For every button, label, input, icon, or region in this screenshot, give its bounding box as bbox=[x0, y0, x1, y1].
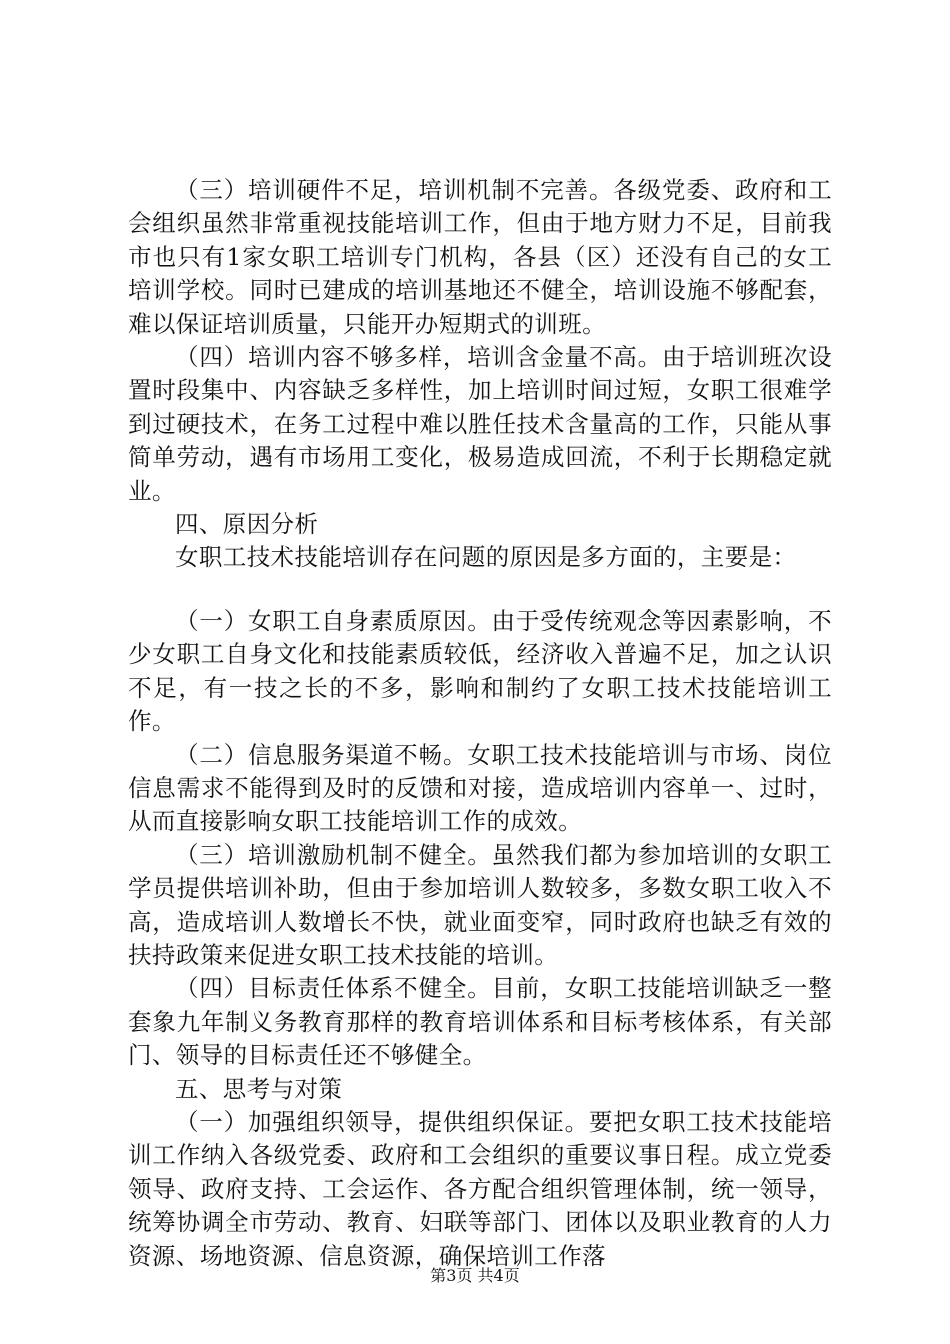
paragraph-cause-2: （二）信息服务渠道不畅。女职工技术技能培训与市场、岗位信息需求不能得到及时的反馈和对接，造成培训内容单一、过时，从而直接影响女职工技能培训工作的成效。 bbox=[128, 740, 832, 836]
document-body bbox=[128, 174, 832, 1273]
paragraph-cause-3: （三）培训激励机制不健全。虽然我们都为参加培训的女职工学员提供培训补助，但由于参加培训人数较多，多数女职工收入不高，造成培训人数增长不快，就业面变窄，同时政府也缺乏有效的扶持政策来促进女职工技术技能的培训。 bbox=[128, 840, 832, 969]
page-number-label: 第3页 共4页 bbox=[430, 1266, 520, 1285]
paragraph-3-hardware: （三）培训硬件不足，培训机制不完善。各级党委、政府和工会组织虽然非常重视技能培训工作，但由于地方财力不足，目前我市也只有1家女职工培训专门机构，各县（区）还没有自己的女工培训学校。同时已建成的培训基地还不健全，培训设施不够配套，难以保证培训质量，只能开办短期式的训班。 bbox=[128, 176, 832, 338]
section-heading-cause-analysis: 四、原因分析 bbox=[175, 510, 319, 539]
paragraph-4-content: （四）培训内容不够多样，培训含金量不高。由于培训班次设置时段集中、内容缺乏多样性，加上培训时间过短，女职工很难学到过硬技术，在务工过程中难以胜任技术含量高的工作，只能从事简单劳动，遇有市场用工变化，极易造成回流，不利于长期稳定就业。 bbox=[128, 343, 832, 505]
paragraph-cause-intro: 女职工技术技能培训存在问题的原因是多方面的，主要是： bbox=[175, 543, 797, 572]
section-heading-countermeasures: 五、思考与对策 bbox=[175, 1074, 343, 1103]
paragraph-cause-4: （四）目标责任体系不健全。目前，女职工技能培训缺乏一整套象九年制义务教育那样的教育培训体系和目标考核体系，有关部门、领导的目标责任还不够健全。 bbox=[128, 974, 832, 1070]
paragraph-cause-1: （一）女职工自身素质原因。由于受传统观念等因素影响，不少女职工自身文化和技能素质较低，经济收入普遍不足，加之认识不足，有一技之长的不多，影响和制约了女职工技术技能培训工作。 bbox=[128, 606, 832, 736]
paragraph-countermeasure-1: （一）加强组织领导，提供组织保证。要把女职工技术技能培训工作纳入各级党委、政府和工会组织的重要议事日程。成立党委领导、政府支持、工会运作、各方配合组织管理体制，统一领导，统筹协调全市劳动、教育、妇联等部门、团体以及职业教育的人力资源、场地资源、信息资源，确保培训工作落 bbox=[128, 1107, 832, 1270]
page-footer bbox=[0, 1266, 950, 1286]
paragraph-gap bbox=[128, 575, 832, 605]
